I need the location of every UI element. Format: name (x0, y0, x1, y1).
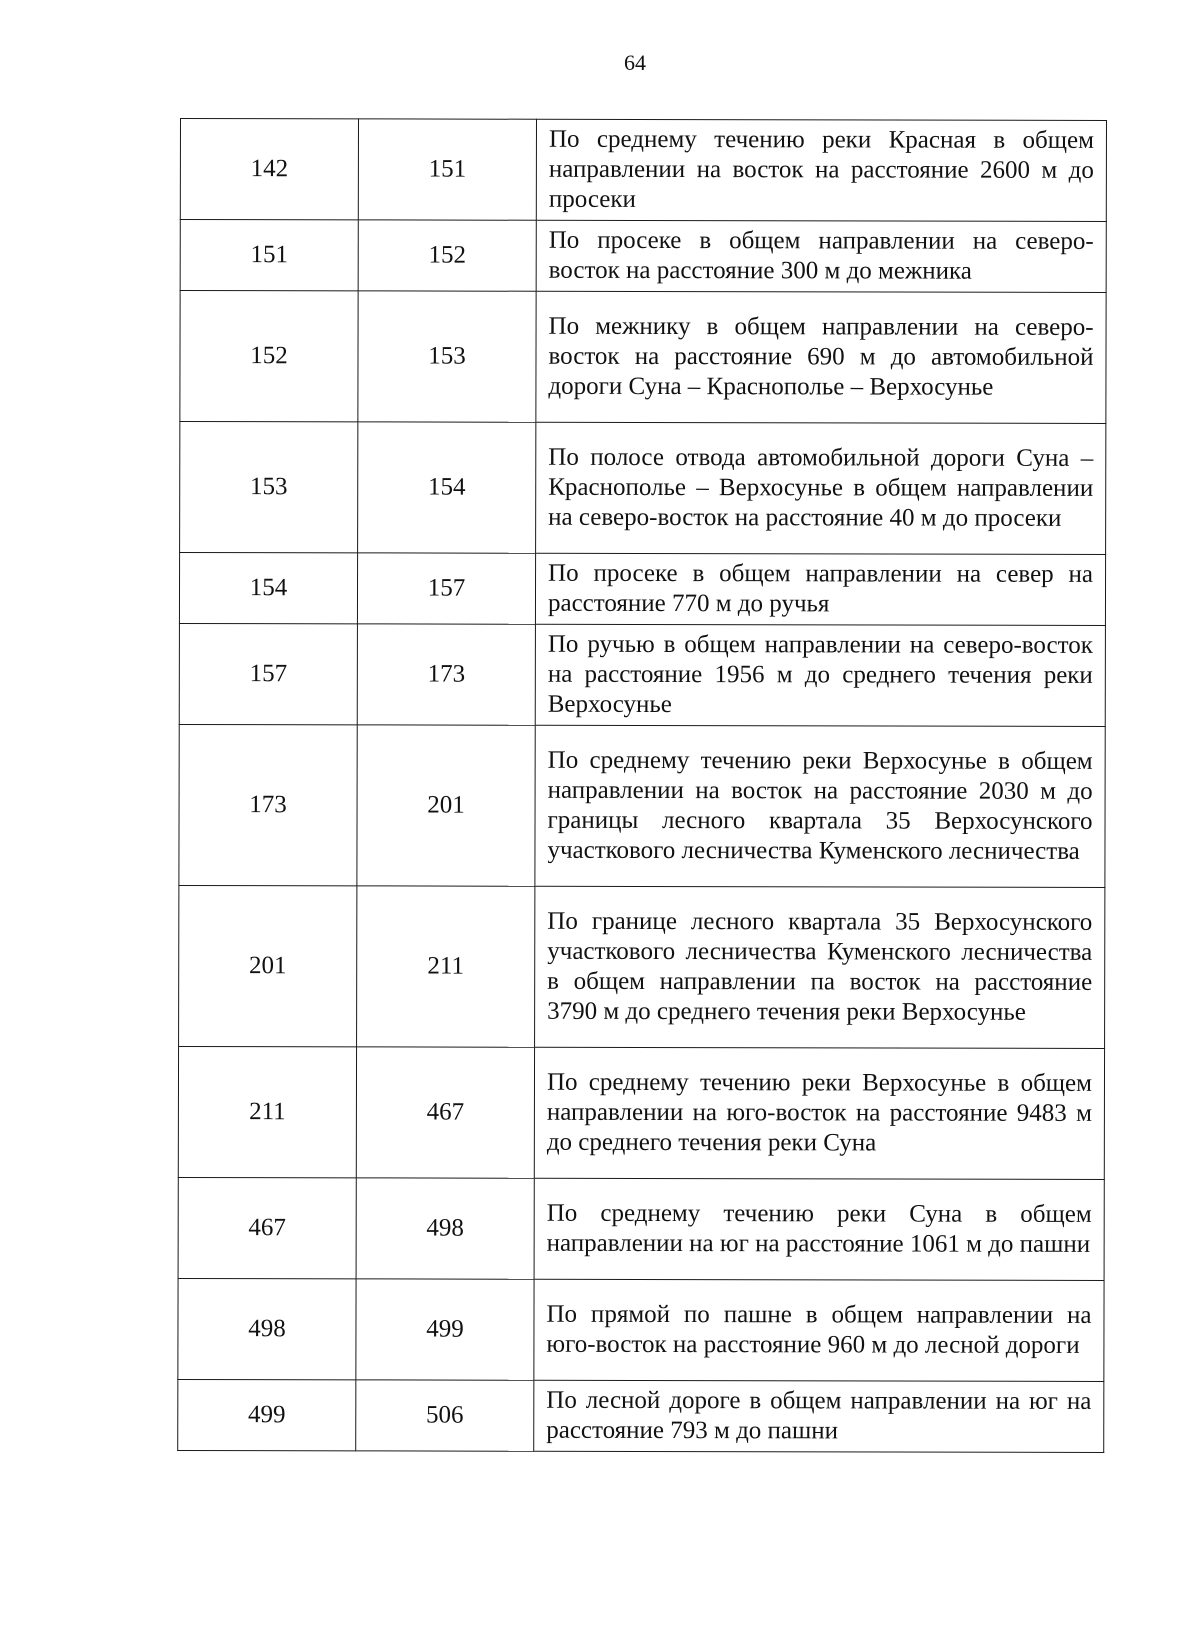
from-point: 211 (178, 1046, 356, 1177)
to-point: 498 (356, 1178, 534, 1279)
to-point: 506 (356, 1380, 534, 1451)
table-row (178, 1278, 1104, 1381)
to-point: 151 (358, 119, 536, 220)
from-point: 173 (179, 724, 357, 885)
boundary-table (177, 118, 1107, 1453)
table-row (178, 1046, 1104, 1179)
to-point: 211 (357, 886, 535, 1047)
from-point: 157 (179, 623, 357, 724)
route-description: По ручью в общем направлении на северо-восток на расстояние 1956 м до среднего течения реки Верхосунье (535, 624, 1105, 726)
route-description: По среднему течению реки Суна в общем направлении на юг на расстояние 1061 м до пашни (534, 1178, 1104, 1280)
to-point: 173 (357, 624, 535, 725)
table-row (179, 885, 1105, 1048)
table-row (180, 291, 1106, 424)
route-description: По полосе отвода автомобильной дороги Суна – Краснополье – Верхосунье в общем направлении на северо-восток на расстояние 40 м до просеки (536, 422, 1106, 554)
from-point: 151 (180, 220, 358, 291)
to-point: 157 (357, 553, 535, 624)
table-row (179, 553, 1105, 626)
table-row (180, 422, 1106, 555)
from-point: 142 (180, 119, 358, 220)
from-point: 153 (180, 422, 358, 553)
to-point: 467 (356, 1047, 534, 1178)
from-point: 154 (179, 553, 357, 624)
page-number: 64 (624, 50, 646, 75)
table-row (178, 1177, 1104, 1280)
route-description: По прямой по пашне в общем направлении на юго-восток на расстояние 960 м до лесной дороги (534, 1279, 1104, 1381)
route-description: По просеке в общем направлении на северо-восток на расстояние 300 м до межника (536, 220, 1106, 292)
from-point: 499 (178, 1379, 356, 1450)
route-description: По среднему течению реки Верхосунье в общем направлении на юго-восток на расстояние 9483 м до среднего течения реки Суна (534, 1047, 1104, 1179)
table-row (179, 724, 1105, 887)
route-description: По среднему течению реки Красная в общем направлении на восток на расстояние 2600 м до просеки (536, 119, 1106, 221)
from-point: 467 (178, 1177, 356, 1278)
route-description: По среднему течению реки Верхосунье в общем направлении на восток на расстояние 2030 м до границы лесного квартала 35 Верхосунского участкового лесничества Куменского лесничества (535, 725, 1105, 887)
route-description: По лесной дороге в общем направлении на юг на расстояние 793 м до пашни (534, 1380, 1104, 1452)
from-point: 152 (180, 291, 358, 422)
route-description: По межнику в общем направлении на северо-восток на расстояние 690 м до автомобильной дороги Суна – Краснополье – Верхосунье (536, 291, 1106, 423)
to-point: 154 (358, 422, 536, 553)
table-row (179, 623, 1105, 726)
table-row (180, 119, 1106, 222)
to-point: 152 (358, 220, 536, 291)
boundary-table-container (177, 118, 1106, 1453)
to-point: 153 (358, 291, 536, 422)
to-point: 201 (357, 725, 535, 886)
route-description: По просеке в общем направлении на север на расстояние 770 м до ручья (535, 553, 1105, 625)
table-row (178, 1379, 1104, 1452)
table-row (180, 220, 1106, 293)
to-point: 499 (356, 1279, 534, 1380)
from-point: 201 (179, 885, 357, 1046)
route-description: По границе лесного квартала 35 Верхосунского участкового лесничества Куменского лесничества в общем направлении па восток на расстояние 3790 м до среднего течения реки Верхосунье (535, 886, 1105, 1048)
from-point: 498 (178, 1278, 356, 1379)
